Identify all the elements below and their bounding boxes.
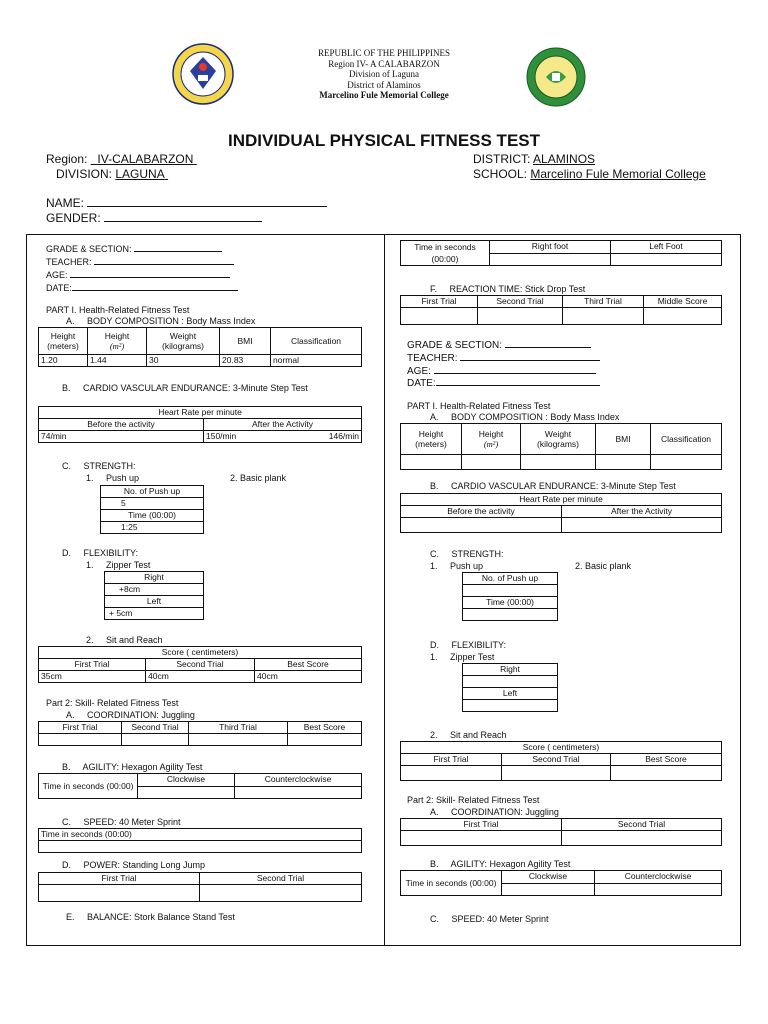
rsr-cell[interactable] <box>611 766 722 781</box>
right-plank-item: 2. Basic plank <box>575 561 632 571</box>
hr-before-value[interactable]: 74/min <box>39 431 204 443</box>
rhr-cell[interactable] <box>562 518 722 533</box>
region-label: Region: <box>46 152 88 166</box>
coord-header-first: First Trial <box>39 722 122 734</box>
hr-after-value-1[interactable]: 150/min <box>204 431 283 443</box>
bmi-value-bmi[interactable]: 20.83 <box>220 355 271 367</box>
coord-cell[interactable] <box>189 734 288 746</box>
left-balance-heading: E. BALANCE: Stork Balance Stand Test <box>66 912 235 922</box>
right-reaction-table <box>400 295 722 325</box>
region-line: Region IV- A CALABARZON <box>328 58 440 69</box>
zipper-left-label: Left <box>105 596 204 608</box>
gender-label: GENDER: <box>46 211 101 225</box>
reaction-cell[interactable] <box>478 308 563 325</box>
power-header-second: Second Trial <box>200 873 362 885</box>
agility-counter-header: Counterclockwise <box>235 774 362 787</box>
left-power-heading: D. POWER: Standing Long Jump <box>62 860 206 870</box>
left-plank-item: 2. Basic plank <box>230 473 287 483</box>
left-speed-heading: C. SPEED: 40 Meter Sprint <box>62 817 181 827</box>
rzipper-left-label: Left <box>463 688 558 700</box>
rbmi-header-weight: Weight (kilograms) <box>521 424 596 455</box>
power-cell[interactable] <box>39 885 200 902</box>
left-heart-rate-table <box>38 406 362 443</box>
agility-counter-cell[interactable] <box>235 786 362 799</box>
name-label: NAME: <box>46 196 85 210</box>
sr-header-best: Best Score <box>255 659 362 671</box>
rsr-header-first: First Trial <box>401 754 502 766</box>
rbmi-header-bmi: BMI <box>596 424 651 455</box>
rsr-cell[interactable] <box>502 766 611 781</box>
rzipper-right-cell[interactable] <box>463 676 558 688</box>
left-pushup-item: 1. Push up <box>86 473 140 483</box>
right-bmi-heading: A. BODY COMPOSITION : Body Mass Index <box>430 412 620 422</box>
left-coordination-table <box>38 721 362 746</box>
left-speed-table <box>38 828 362 853</box>
ragility-clockwise-header: Clockwise <box>502 871 595 884</box>
gender-blank[interactable] <box>104 211 262 222</box>
rbmi-cell[interactable] <box>521 455 596 470</box>
bmi-header-height-m: Height (meters) <box>39 328 88 355</box>
right-date-field[interactable]: DATE: <box>407 376 600 389</box>
right-agility-heading: B. AGILITY: Hexagon Agility Test <box>430 859 571 869</box>
left-sit-reach-item: 2. Sit and Reach <box>86 635 163 645</box>
foot-time-header: Time in seconds (00:00) <box>401 241 490 266</box>
bmi-value-height-sq[interactable]: 1.44 <box>88 355 147 367</box>
plank-time-value[interactable]: 1:25 <box>101 522 204 534</box>
right-teacher-field[interactable]: TEACHER: <box>407 351 600 364</box>
left-part2-heading: Part 2: Skill- Related Fitness Test <box>46 698 179 708</box>
college-seal-logo <box>526 47 586 107</box>
right-strength-heading: C. STRENGTH: <box>430 549 504 559</box>
bmi-value-classification[interactable]: normal <box>271 355 362 367</box>
bmi-header-bmi: BMI <box>220 328 271 355</box>
rcoord-header-first: First Trial <box>401 819 562 831</box>
pushup-label: No. of Push up <box>101 486 204 498</box>
rplank-cell[interactable] <box>463 609 558 621</box>
hr-after-value-2[interactable]: 146/min <box>283 431 362 443</box>
left-pushup-table <box>100 485 204 534</box>
rcoord-cell[interactable] <box>562 831 722 846</box>
left-coordination-heading: A. COORDINATION: Juggling <box>66 710 195 720</box>
school-info <box>473 167 706 181</box>
right-age-field[interactable]: AGE: <box>407 364 596 377</box>
sr-header-first: First Trial <box>39 659 146 671</box>
right-zipper-item: 1. Zipper Test <box>430 652 495 662</box>
coord-cell[interactable] <box>39 734 122 746</box>
hr-title: Heart Rate per minute <box>39 407 362 419</box>
agility-clockwise-header: Clockwise <box>138 774 235 787</box>
hr-before-header: Before the activity <box>39 419 204 431</box>
ragility-time-header: Time in seconds (00:00) <box>401 871 502 896</box>
pushup-value[interactable]: 5 <box>101 498 204 510</box>
left-age-field[interactable]: AGE: <box>46 268 230 280</box>
rsr-cell[interactable] <box>401 766 502 781</box>
reaction-header-third: Third Trial <box>563 296 644 308</box>
right-bmi-table <box>400 423 722 470</box>
left-date-field[interactable]: DATE: <box>46 281 238 293</box>
sr-title: Score ( centimeters) <box>39 647 362 659</box>
district-line: District of Alaminos <box>347 79 421 90</box>
right-sit-reach-table <box>400 741 722 781</box>
right-reaction-heading: F. REACTION TIME: Stick Drop Test <box>430 284 586 294</box>
sr-value-best[interactable]: 40cm <box>255 671 362 683</box>
rhr-before-header: Before the activity <box>401 506 562 518</box>
speed-time-label: Time in seconds (00:00) <box>39 829 362 841</box>
sr-value-second[interactable]: 40cm <box>146 671 255 683</box>
ragility-counter-header: Counterclockwise <box>595 871 722 884</box>
bmi-header-height-m2: Height (m²) <box>88 328 147 355</box>
left-cardio-heading: B. CARDIO VASCULAR ENDURANCE: 3-Minute Step Test <box>62 383 308 393</box>
foot-right-cell[interactable] <box>490 253 611 266</box>
district-label: DISTRICT: <box>473 152 531 166</box>
foot-left-header: Left Foot <box>611 241 722 254</box>
rcoord-cell[interactable] <box>401 831 562 846</box>
rpushup-cell[interactable] <box>463 585 558 597</box>
page-title: INDIVIDUAL PHYSICAL FITNESS TEST <box>227 131 541 150</box>
right-part2-heading: Part 2: Skill- Related Fitness Test <box>407 795 540 805</box>
coord-header-second: Second Trial <box>122 722 189 734</box>
coord-header-third: Third Trial <box>189 722 288 734</box>
bmi-header-weight: Weight (kilograms) <box>147 328 220 355</box>
left-grade-field[interactable]: GRADE & SECTION: <box>46 242 222 254</box>
left-bmi-table <box>38 327 362 367</box>
college-line: Marcelino Fule Memorial College <box>319 90 449 100</box>
rhr-after-header: After the Activity <box>562 506 722 518</box>
rsr-header-best: Best Score <box>611 754 722 766</box>
rsr-title: Score ( centimeters) <box>401 742 722 754</box>
reaction-header-middle: Middle Score <box>644 296 722 308</box>
left-flexibility-heading: D. FLEXIBILITY: <box>62 548 139 558</box>
division-line: Division of Laguna <box>349 69 419 79</box>
agility-time-header: Time in seconds (00:00) <box>39 774 138 799</box>
ragility-counter-cell[interactable] <box>595 883 722 896</box>
left-zipper-item: 1. Zipper Test <box>86 560 151 570</box>
foot-right-header: Right foot <box>490 241 611 254</box>
left-power-table <box>38 872 362 902</box>
coord-cell[interactable] <box>122 734 189 746</box>
school-value: Marcelino Fule Memorial College <box>530 167 706 181</box>
bmi-value-height[interactable]: 1.20 <box>39 355 88 367</box>
rbmi-cell[interactable] <box>596 455 651 470</box>
rpushup-label: No. of Push up <box>463 573 558 585</box>
rbmi-header-height-m2: Height (m²) <box>462 424 521 455</box>
hr-after-header: After the Activity <box>204 419 362 431</box>
rbmi-cell[interactable] <box>401 455 462 470</box>
gender-field[interactable] <box>46 211 262 225</box>
rhr-cell[interactable] <box>401 518 562 533</box>
speed-cell[interactable] <box>39 841 362 853</box>
reaction-cell[interactable] <box>563 308 644 325</box>
right-heart-rate-table <box>400 493 722 533</box>
foot-left-cell[interactable] <box>611 253 722 266</box>
zipper-left-value[interactable]: + 5cm <box>105 608 204 620</box>
rcoord-header-second: Second Trial <box>562 819 722 831</box>
rzipper-left-cell[interactable] <box>463 700 558 712</box>
right-coordination-table <box>400 818 722 846</box>
zipper-right-value[interactable]: +8cm <box>105 584 204 596</box>
division-label: DIVISION: <box>56 167 113 181</box>
plank-time-label: Time (00:00) <box>101 510 204 522</box>
agility-clockwise-cell[interactable] <box>138 786 235 799</box>
column-divider <box>384 234 385 946</box>
power-header-first: First Trial <box>39 873 200 885</box>
rhr-title: Heart Rate per minute <box>401 494 722 506</box>
sr-value-first[interactable]: 35cm <box>39 671 146 683</box>
reaction-cell[interactable] <box>644 308 722 325</box>
left-zipper-table <box>104 571 204 620</box>
left-bmi-heading: A. BODY COMPOSITION : Body Mass Index <box>66 316 256 326</box>
ragility-clockwise-cell[interactable] <box>502 883 595 896</box>
rzipper-right-label: Right <box>463 664 558 676</box>
reaction-cell[interactable] <box>401 308 478 325</box>
letterhead <box>200 48 568 101</box>
left-agility-heading: B. AGILITY: Hexagon Agility Test <box>62 762 203 772</box>
left-teacher-field[interactable]: TEACHER: <box>46 255 234 267</box>
right-cardio-heading: B. CARDIO VASCULAR ENDURANCE: 3-Minute Step Test <box>430 481 676 491</box>
reaction-header-second: Second Trial <box>478 296 563 308</box>
school-label: SCHOOL: <box>473 167 528 181</box>
district-value: ALAMINOS <box>533 152 596 166</box>
bmi-header-classification: Classification <box>271 328 362 355</box>
coord-cell[interactable] <box>288 734 362 746</box>
republic-line: REPUBLIC OF THE PHILIPPINES <box>317 48 451 58</box>
right-balance-foot-table <box>400 240 722 266</box>
right-sit-reach-item: 2. Sit and Reach <box>430 730 507 740</box>
left-part1-heading: PART I. Health-Related Fitness Test <box>46 305 190 315</box>
left-agility-table <box>38 773 362 799</box>
sr-header-second: Second Trial <box>146 659 255 671</box>
power-cell[interactable] <box>200 885 362 902</box>
division-info <box>56 167 168 181</box>
region-info <box>46 152 197 166</box>
rplank-time-label: Time (00:00) <box>463 597 558 609</box>
division-value: LAGUNA <box>115 167 165 181</box>
right-grade-field[interactable]: GRADE & SECTION: <box>407 338 591 351</box>
rsr-header-second: Second Trial <box>502 754 611 766</box>
zipper-right-label: Right <box>105 572 204 584</box>
region-value: IV-CALABARZON <box>97 152 194 166</box>
right-pushup-item: 1. Push up <box>430 561 484 571</box>
right-zipper-table <box>462 663 558 712</box>
rbmi-cell[interactable] <box>462 455 521 470</box>
rbmi-header-height-m: Height (meters) <box>401 424 462 455</box>
right-flexibility-heading: D. FLEXIBILITY: <box>430 640 507 650</box>
left-strength-heading: C. STRENGTH: <box>62 461 136 471</box>
right-coordination-heading: A. COORDINATION: Juggling <box>430 807 559 817</box>
bmi-value-weight[interactable]: 30 <box>147 355 220 367</box>
right-agility-table <box>400 870 722 896</box>
right-speed-heading: C. SPEED: 40 Meter Sprint <box>430 914 549 924</box>
name-blank[interactable] <box>87 196 327 207</box>
rbmi-cell[interactable] <box>651 455 722 470</box>
name-field[interactable] <box>46 196 327 210</box>
rbmi-header-classification: Classification <box>651 424 722 455</box>
left-sit-reach-table <box>38 646 362 683</box>
coord-header-best: Best Score <box>288 722 362 734</box>
right-part1-heading: PART I. Health-Related Fitness Test <box>407 401 551 411</box>
district-info <box>473 152 595 166</box>
right-pushup-table <box>462 572 558 621</box>
reaction-header-first: First Trial <box>401 296 478 308</box>
